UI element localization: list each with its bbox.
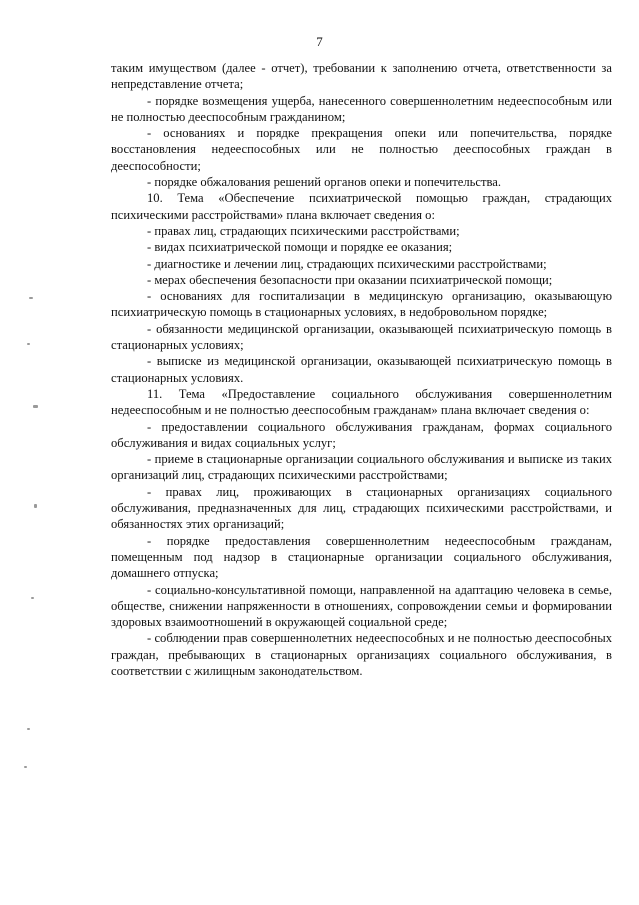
scan-speck [34,504,37,508]
paragraph: - видах психиатрической помощи и порядке ее оказания; [147,240,453,255]
section-heading-11: 11. Тема «Предоставление социального обслуживания совершеннолетним недееспособным и не полностью дееспособным гражданам» плана включает сведения о: [111,386,612,418]
paragraph: - диагностике и лечении лиц, страдающих психическими расстройствами; [147,256,547,271]
scan-speck [27,343,30,345]
paragraph: - предоставлении социального обслуживания гражданам, формах социального обслуживания и видах социальных услуг; [111,419,612,450]
paragraph: - правах лиц, страдающих психическими расстройствами; [147,223,460,238]
scan-speck [27,728,30,730]
paragraph: - правах лиц, проживающих в стационарных организациях социального обслуживания, предназначенных для лиц, страдающих психическими расстройствами, и обязанностях этих организаций; [111,484,612,532]
paragraph: - мерах обеспечения безопасности при оказании психиатрической помощи; [147,272,553,287]
paragraph: - обязанности медицинской организации, оказывающей психиатрическую помощь в стационарных условиях; [111,321,612,353]
paragraph: - основаниях и порядке прекращения опеки или попечительства, порядке восстановления недееспособных или не полностью дееспособных граждан в дееспособности; [111,126,612,173]
paragraph: - порядке предоставления совершеннолетним недееспособным гражданам, помещенным под надзор в стационарные организации социального обслуживания, домашнего отпуска; [111,533,612,581]
page-number: 7 [316,34,323,49]
paragraph: - социально-консультативной помощи, направленной на адаптацию человека в семье, обществе, снижении напряженности в отношениях, сопровождении семьи и формировании здоровых взаимоотношений в окружающей социальной среде; [111,582,612,630]
paragraph: - порядке возмещения ущерба, нанесенного совершеннолетним недееспособным или не полностью дееспособным гражданином; [111,93,612,124]
scan-speck [29,297,33,299]
scan-speck [31,597,34,599]
scan-speck [33,405,38,408]
document-body [111,60,612,679]
paragraph: - выписке из медицинской организации, оказывающей психиатрическую помощь в стационарных условиях. [111,354,612,385]
scan-speck [24,766,27,768]
paragraph: - основаниях для госпитализации в медицинскую организацию, оказывающую психиатрическую помощь в стационарных условиях, в недобровольном порядке; [111,289,612,320]
paragraph: - приеме в стационарные организации социального обслуживания и выписке из таких организаций лиц, страдающих психическими расстройствами; [111,452,612,483]
paragraph-continuation: таким имуществом (далее - отчет), требовании к заполнению отчета, ответственности за непредставление отчета; [111,61,612,92]
paragraph: - порядке обжалования решений органов опеки и попечительства. [147,175,501,190]
paragraph: - соблюдении прав совершеннолетних недееспособных и не полностью дееспособных граждан, пребывающих в стационарных организациях социального обслуживания, в соответствии с жилищным законодательством. [111,631,612,678]
section-heading-10: 10. Тема «Обеспечение психиатрической помощью граждан, страдающих психическими расстройствами» плана включает сведения о: [111,191,612,222]
